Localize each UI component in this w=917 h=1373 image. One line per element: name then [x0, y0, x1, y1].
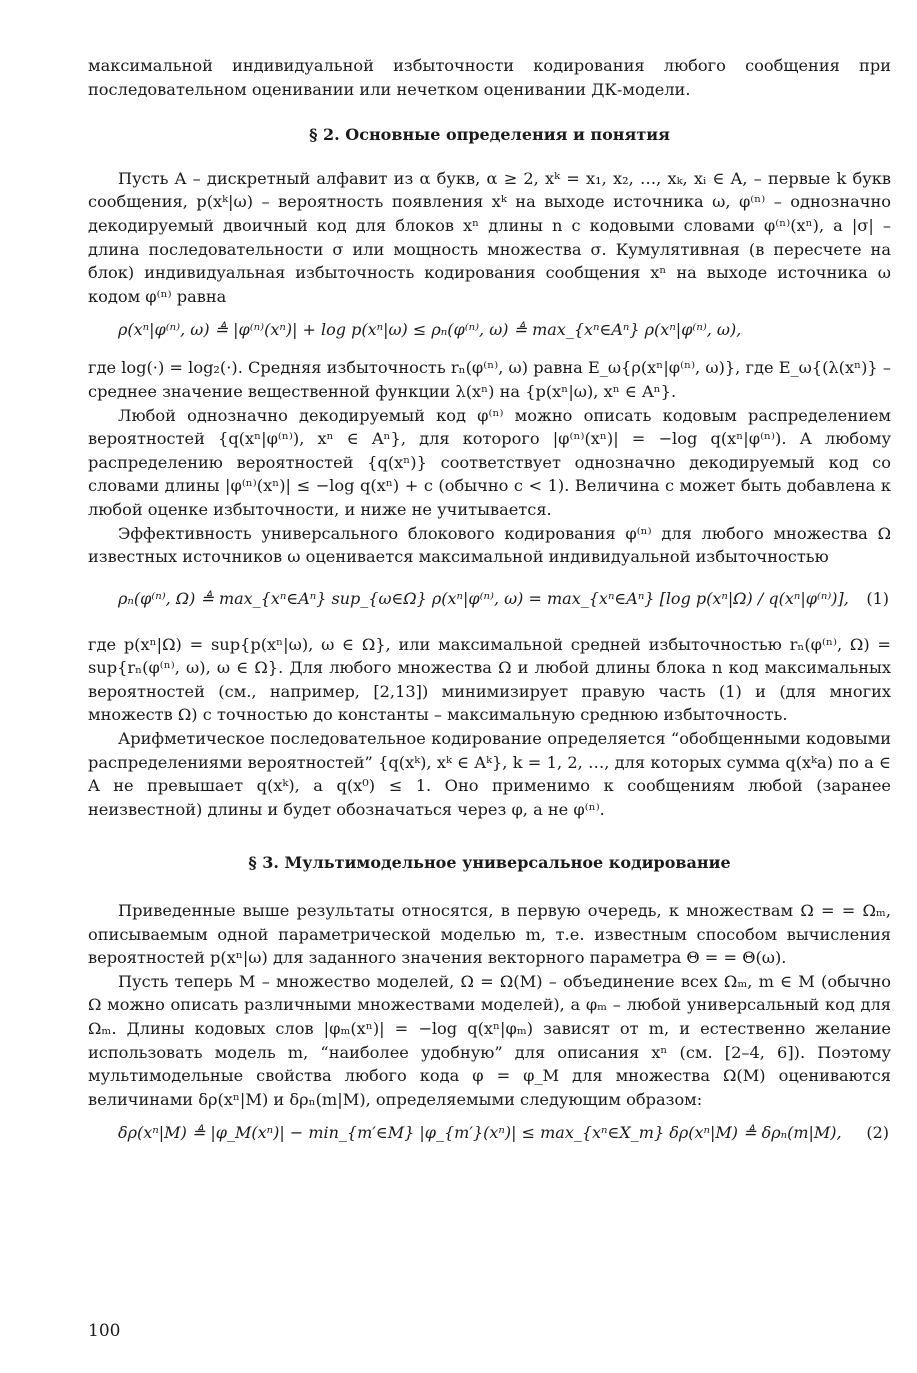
formula-1-number: (1): [866, 588, 889, 608]
formula-2-text: δρ(xⁿ|M) ≜ |φ_M(xⁿ)| − min_{m′∈M} |φ_{m′}(xⁿ)| ≤ max_{xⁿ∈X_m} δρ(xⁿ|M) ≜ δρₙ(m|M),: [118, 1123, 842, 1143]
formula-1-text: ρₙ(φ⁽ⁿ⁾, Ω) ≜ max_{xⁿ∈Aⁿ} sup_{ω∈Ω} ρ(xⁿ|φ⁽ⁿ⁾, ω) = max_{xⁿ∈Aⁿ} [log p(xⁿ|Ω) / q(xⁿ|φ⁽ⁿ⁾)],: [118, 588, 849, 608]
section-3-title: § 3. Мультимодельное универсальное кодирование: [248, 853, 731, 873]
section-2-paragraph-2: где log(·) = log₂(·). Средняя избыточность rₙ(φ⁽ⁿ⁾, ω) равна E_ω{ρ(xⁿ|φ⁽ⁿ⁾, ω)}, где E_ω{(λ(xⁿ)} – среднее значение вещественной функции λ(xⁿ) на {p(xⁿ|ω), xⁿ ∈ Aⁿ}.: [88, 358, 891, 401]
section-2-paragraph-3: Любой однозначно декодируемый код φ⁽ⁿ⁾ можно описать кодовым распределением вероятностей {q(xⁿ|φ⁽ⁿ⁾), xⁿ ∈ Aⁿ}, для которого |φ⁽ⁿ⁾(xⁿ)| = −log q(xⁿ|φ⁽ⁿ⁾). А любому распределению вероятностей {q(xⁿ)} соответствует однозначно декодируемый код со словами длины |φ⁽ⁿ⁾(xⁿ)| ≤ −log q(xⁿ) + c (обычно c < 1). Величина c может быть добавлена к любой оценке избыточности, и ниже не учитывается.: [88, 405, 891, 519]
formula-1: [88, 569, 891, 633]
section-2-paragraph-4: Эффективность универсального блокового кодирования φ⁽ⁿ⁾ для любого множества Ω известных источников ω оценивается максимальной индивидуальной избыточностью: [88, 523, 891, 567]
intro-paragraph: максимальной индивидуальной избыточности кодирования любого сообщения при последовательном оценивании или нечетком оценивании ДК-модели.: [88, 56, 891, 99]
formula-rho-text: ρ(xⁿ|φ⁽ⁿ⁾, ω) ≜ |φ⁽ⁿ⁾(xⁿ)| + log p(xⁿ|ω) ≤ ρₙ(φ⁽ⁿ⁾, ω) ≜ max_{xⁿ∈Aⁿ} ρ(xⁿ|φ⁽ⁿ⁾, ω),: [118, 320, 742, 340]
section-2-paragraph-5: где p(xⁿ|Ω) = sup{p(xⁿ|ω), ω ∈ Ω}, или максимальной средней избыточностью rₙ(φ⁽ⁿ⁾, Ω) = sup{rₙ(φ⁽ⁿ⁾, ω), ω ∈ Ω}. Для любого множества Ω и любой длины блока n код максимальных вероятностей (см., например, [2,13]) минимизирует правую часть (1) и (для многих множеств Ω) с точностью до константы – максимальную среднюю избыточность.: [88, 634, 891, 725]
formula-2-number: (2): [866, 1123, 889, 1143]
page-number: 100: [88, 1321, 121, 1341]
section-3-paragraph-1: Приведенные выше результаты относятся, в первую очередь, к множествам Ω = = Ωₘ, описываемым одной параметрической моделью m, т.е. известным способом вычисления вероятностей p(xⁿ|ω) для заданного значения векторного параметра Θ = = Θ(ω).: [88, 901, 891, 968]
formula-rho-definition: [88, 308, 891, 356]
page-body: [88, 54, 891, 1159]
section-2-title: § 2. Основные определения и понятия: [309, 125, 670, 145]
section-2-paragraph-6: Арифметическое последовательное кодирование определяется “обобщенными кодовыми распределениями вероятностей” {q(xᵏ), xᵏ ∈ Aᵏ}, k = 1, 2, …, для которых сумма q(xᵏa) по a ∈ A не превышает q(xᵏ), а q(x⁰) ≤ 1. Оно применимо к сообщениям любой (заранее неизвестной) длины и будет обозначаться через φ, а не φ⁽ⁿ⁾.: [88, 729, 891, 819]
section-3-paragraph-2: Пусть теперь M – множество моделей, Ω = Ω(M) – объединение всех Ωₘ, m ∈ M (обычно Ω можно описать различными множествами моделей), а φₘ – любой универсальный код для Ωₘ. Длины кодовых слов |φₘ(xⁿ)| = −log q(xⁿ|φₘ) зависят от m, и естественно желание использовать модель m, “наиболее удобную” для описания xⁿ (см. [2–4, 6]). Поэтому мультимодельные свойства любого кода φ = φ_M для множества Ω(M) оцениваются величинами δρ(xⁿ|M) и δρₙ(m|M), определяемыми следующим образом:: [88, 971, 891, 1109]
section-2-paragraph-1: Пусть A – дискретный алфавит из α букв, α ≥ 2, xᵏ = x₁, x₂, …, xₖ, xᵢ ∈ A, – первые k букв сообщения, p(xᵏ|ω) – вероятность появления xᵏ на выходе источника ω, φ⁽ⁿ⁾ – однозначно декодируемый двоичный код для блоков xⁿ длины n с кодовыми словами φ⁽ⁿ⁾(xⁿ), а |σ| – длина последовательности σ или мощность множества σ. Кумулятивная (в пересчете на блок) индивидуальная избыточность кодирования сообщения xⁿ на выходе источника ω кодом φ⁽ⁿ⁾ равна: [88, 168, 891, 306]
formula-2: [88, 1111, 891, 1159]
